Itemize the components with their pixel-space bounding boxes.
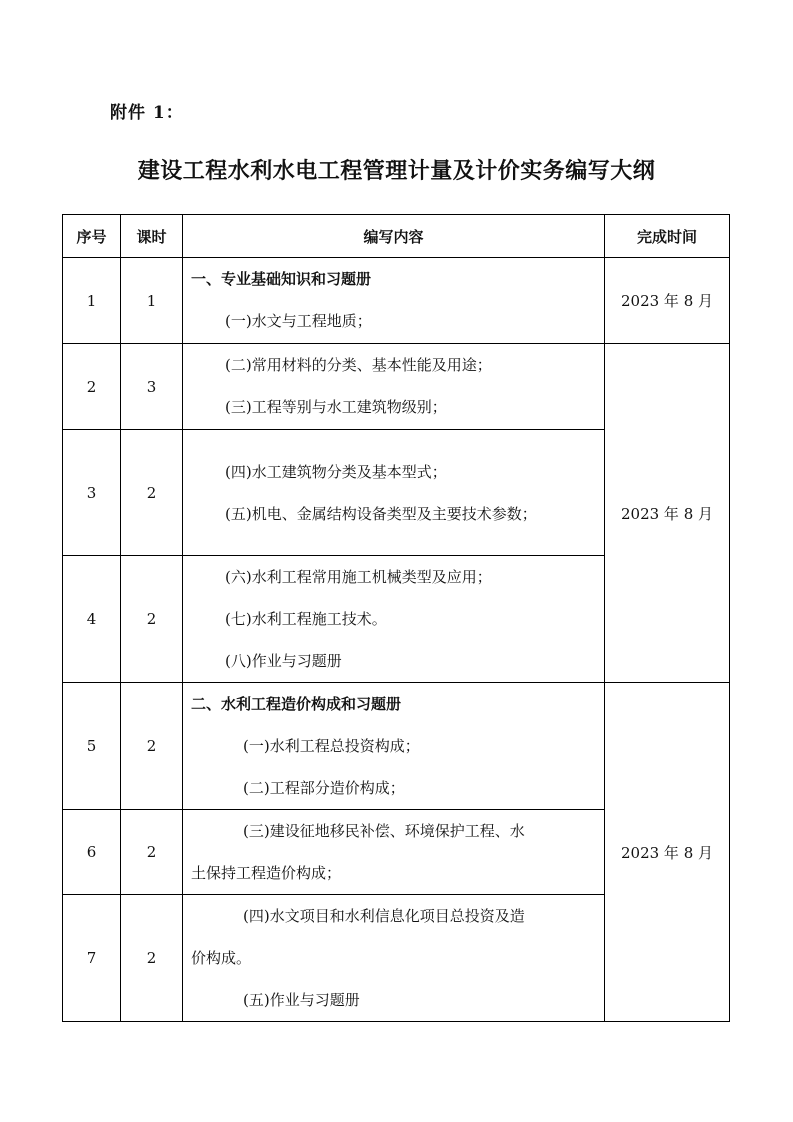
content-line: 土保持工程造价构成；: [191, 864, 342, 882]
row-seq: 5: [63, 683, 121, 810]
row-hours: 3: [121, 344, 183, 430]
document-title: 建设工程水利水电工程管理计量及计价实务编写大纲: [137, 158, 656, 184]
row-content: [183, 683, 605, 810]
header-date: 完成时间: [605, 215, 730, 258]
section-heading: 一、专业基础知识和习题册: [191, 270, 372, 288]
content-line: (七)水利工程施工技术。: [225, 610, 387, 628]
header-seq: 序号: [63, 215, 121, 258]
content-line: (八)作业与习题册: [225, 652, 342, 670]
content-line: (四)水工建筑物分类及基本型式；: [225, 462, 447, 481]
table-row: [63, 344, 730, 430]
outline-table: [62, 214, 730, 1022]
completion-date: 2023 年 8 月: [605, 344, 730, 683]
content-line: 价构成。: [191, 949, 252, 967]
content-line: (五)作业与习题册: [243, 991, 360, 1009]
row-seq: 1: [63, 258, 121, 344]
row-content: [183, 430, 605, 556]
content-line: (三)工程等别与水工建筑物级别；: [225, 398, 447, 416]
row-hours: 2: [121, 430, 183, 556]
section-heading: 二、水利工程造价构成和习题册: [191, 695, 402, 713]
row-content: [183, 556, 605, 683]
attachment-label: 附件 1：: [110, 103, 184, 123]
row-seq: 7: [63, 895, 121, 1022]
completion-date: 2023 年 8 月: [605, 258, 730, 344]
row-hours: 2: [121, 556, 183, 683]
content-line: (二)常用材料的分类、基本性能及用途；: [225, 356, 492, 374]
row-hours: 2: [121, 895, 183, 1022]
content-line: (三)建设征地移民补偿、环境保护工程、水: [243, 822, 525, 840]
row-hours: 2: [121, 810, 183, 895]
table-row: [63, 258, 730, 344]
table-header-row: [63, 215, 730, 258]
table-row: [63, 683, 730, 810]
completion-date: 2023 年 8 月: [605, 683, 730, 1022]
row-seq: 4: [63, 556, 121, 683]
row-seq: 3: [63, 430, 121, 556]
row-content: [183, 344, 605, 430]
content-line: (六)水利工程常用施工机械类型及应用；: [225, 568, 492, 586]
content-line: (一)水利工程总投资构成；: [243, 737, 420, 755]
content-line: (二)工程部分造价构成；: [243, 779, 405, 797]
row-hours: 1: [121, 258, 183, 344]
row-seq: 6: [63, 810, 121, 895]
content-line: (一)水文与工程地质；: [225, 312, 372, 330]
row-content: [183, 895, 605, 1022]
header-hours: 课时: [121, 215, 183, 258]
row-hours: 2: [121, 683, 183, 810]
content-line: (五)机电、金属结构设备类型及主要技术参数；: [225, 504, 537, 523]
content-line: (四)水文项目和水利信息化项目总投资及造: [243, 907, 525, 925]
header-content: 编写内容: [183, 215, 605, 258]
row-content: [183, 810, 605, 895]
row-seq: 2: [63, 344, 121, 430]
row-content: [183, 258, 605, 344]
